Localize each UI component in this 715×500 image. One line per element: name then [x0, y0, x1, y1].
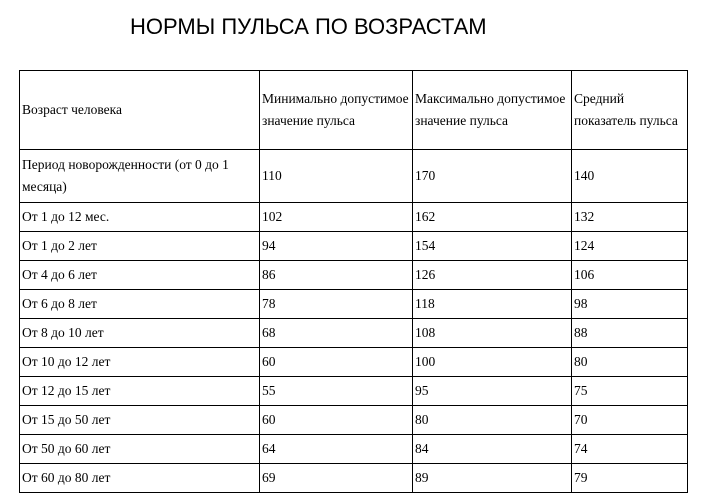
table-row: [20, 203, 688, 232]
pulse-norms-table: [19, 70, 688, 493]
cell-avg: 124: [572, 232, 688, 261]
cell-max: 126: [413, 261, 572, 290]
table-row: [20, 261, 688, 290]
cell-max: 95: [413, 377, 572, 406]
cell-age: От 12 до 15 лет: [20, 377, 260, 406]
cell-avg: 79: [572, 464, 688, 493]
table-row: [20, 290, 688, 319]
table-row: [20, 150, 688, 203]
cell-max: 89: [413, 464, 572, 493]
cell-age: Период новорожденности (от 0 до 1 месяца): [20, 150, 260, 203]
cell-min: 69: [260, 464, 413, 493]
cell-max: 80: [413, 406, 572, 435]
cell-avg: 132: [572, 203, 688, 232]
table-row: [20, 232, 688, 261]
table-row: [20, 435, 688, 464]
cell-max: 84: [413, 435, 572, 464]
cell-age: От 1 до 2 лет: [20, 232, 260, 261]
cell-age: От 4 до 6 лет: [20, 261, 260, 290]
cell-max: 100: [413, 348, 572, 377]
header-max-pulse: Максимально допустимое значение пульса: [413, 71, 572, 150]
cell-min: 78: [260, 290, 413, 319]
header-avg-pulse: Средний показатель пульса: [572, 71, 688, 150]
cell-min: 60: [260, 348, 413, 377]
cell-age: От 8 до 10 лет: [20, 319, 260, 348]
cell-min: 60: [260, 406, 413, 435]
table-row: [20, 406, 688, 435]
table-row: [20, 348, 688, 377]
cell-avg: 88: [572, 319, 688, 348]
header-age: Возраст человека: [20, 71, 260, 150]
cell-min: 68: [260, 319, 413, 348]
cell-avg: 140: [572, 150, 688, 203]
table-row: [20, 464, 688, 493]
cell-avg: 80: [572, 348, 688, 377]
cell-min: 55: [260, 377, 413, 406]
cell-max: 108: [413, 319, 572, 348]
cell-age: От 50 до 60 лет: [20, 435, 260, 464]
cell-max: 162: [413, 203, 572, 232]
cell-avg: 98: [572, 290, 688, 319]
cell-avg: 70: [572, 406, 688, 435]
cell-max: 154: [413, 232, 572, 261]
header-min-pulse: Минимально допустимое значение пульса: [260, 71, 413, 150]
table-row: [20, 319, 688, 348]
cell-age: От 1 до 12 мес.: [20, 203, 260, 232]
cell-min: 110: [260, 150, 413, 203]
cell-age: От 10 до 12 лет: [20, 348, 260, 377]
page-title: НОРМЫ ПУЛЬСА ПО ВОЗРАСТАМ: [130, 14, 487, 39]
cell-min: 64: [260, 435, 413, 464]
table-header-row: [20, 71, 688, 150]
cell-min: 94: [260, 232, 413, 261]
cell-max: 118: [413, 290, 572, 319]
cell-avg: 74: [572, 435, 688, 464]
cell-min: 102: [260, 203, 413, 232]
cell-avg: 75: [572, 377, 688, 406]
table-row: [20, 377, 688, 406]
cell-max: 170: [413, 150, 572, 203]
cell-min: 86: [260, 261, 413, 290]
cell-avg: 106: [572, 261, 688, 290]
cell-age: От 60 до 80 лет: [20, 464, 260, 493]
cell-age: От 15 до 50 лет: [20, 406, 260, 435]
cell-age: От 6 до 8 лет: [20, 290, 260, 319]
